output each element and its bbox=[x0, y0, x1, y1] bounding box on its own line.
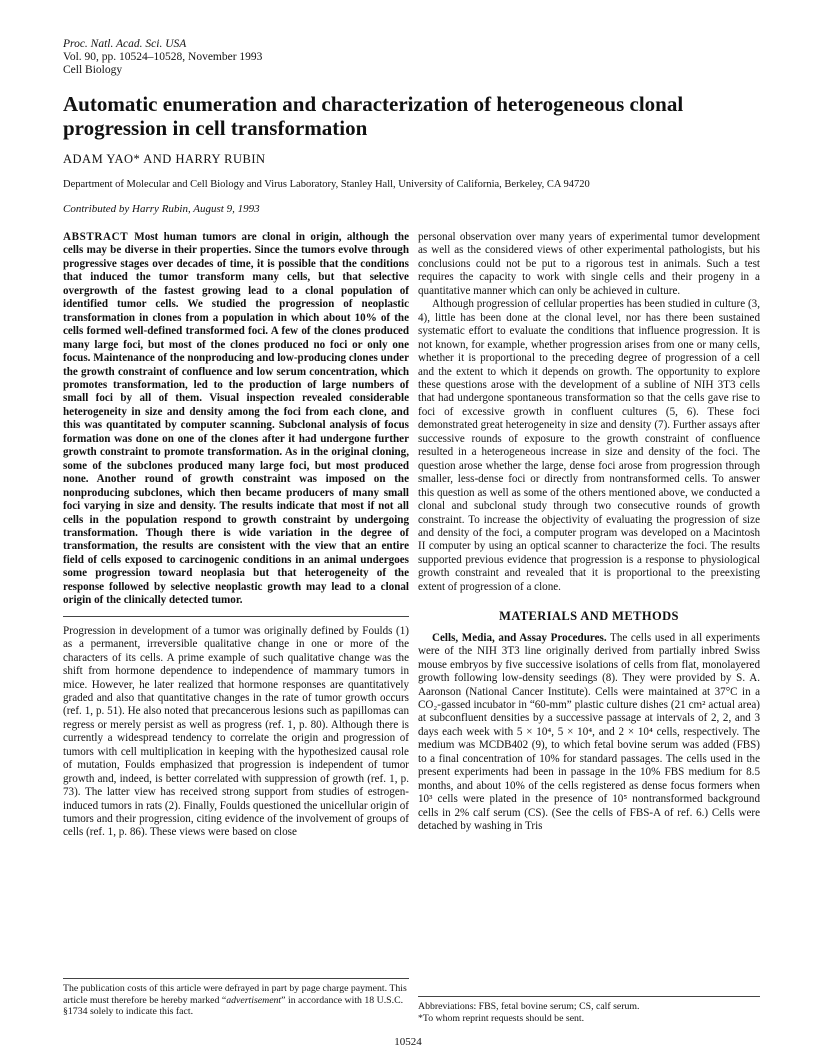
volume-line: Vol. 90, pp. 10524–10528, November 1993 bbox=[63, 51, 263, 63]
body-paragraph-continued: personal observation over many years of experimental tumor development as well as the considered views of other experimental pathologists, but his conclusions could not be put to a rigorous test in animals. Such a test requires the capacity to work with single cells and their progeny in a quantitative manner which can only be achieved in culture. bbox=[418, 231, 760, 297]
costs-text-italic: advertisement bbox=[226, 994, 282, 1006]
left-column bbox=[63, 231, 409, 840]
footnote-divider bbox=[63, 978, 409, 979]
abstract-text: Most human tumors are clonal in origin, although the cells may be diverse in their properties. Since the tumors evolve through progressive stages over decades of time, it is possible that the conditions that induced the tumor transform many cells, but that selective overgrowth of the fastest growing lead to a clonal population of identified tumor cells. We studied the progression of neoplastic transformation in clones from a population in which about 10% of the cells formed well-defined transformed foci. A few of the clones produced many large foci, but most of the clones produced no foci or only one focus. Maintenance of the nonproducing and low-producing clones under the growth constraint of confluence and low serum concentration, which promotes transformation, led to the production of large numbers of small foci by all of them. Visual inspection revealed considerable heterogeneity in size and density among the foci from each clone, and this was quantitated by computer scanning. Subclonal analysis of focus formation was done on one of the clones after it had undergone further growth constraint to promote transformation. As in the original cloning, some of the subclones produced many large foci, but most produced none. Another round of growth constraint was imposed on the nonproducing subclones, which then became producers of many small foci varying in size and density. The results indicate that most if not all cells in the population respond to growth constraint by undergoing transformation. Though there is wide variation in the degree of transformation, the results are consistent with the view that an entire field of cells exposed to carcinogenic conditions in an animal undergoes some progression toward neoplasia but that heterogeneity of the response followed by selective neoplastic growth may lead to a clonal origin of the clinically detected tumor. bbox=[63, 231, 409, 607]
section-name: Cell Biology bbox=[63, 64, 123, 76]
reprint-request-text: *To whom reprint requests should be sent. bbox=[418, 1012, 585, 1024]
abstract bbox=[63, 231, 409, 608]
footnote-divider bbox=[418, 996, 760, 997]
journal-header bbox=[63, 38, 262, 77]
author-line: ADAM YAO* AND HARRY RUBIN bbox=[63, 152, 266, 166]
article-title: Automatic enumeration and characterization of heterogeneous clonal progression in cell transformation bbox=[63, 92, 684, 140]
abstract-divider bbox=[63, 616, 409, 617]
journal-name: Proc. Natl. Acad. Sci. USA bbox=[63, 38, 187, 50]
right-column bbox=[418, 231, 760, 833]
methods-runin-heading: Cells, Media, and Assay Procedures. bbox=[432, 631, 607, 644]
intro-paragraph: Progression in development of a tumor was originally defined by Foulds (1) as a permanent, irreversible qualitative change in one or more of the characters of its cells. A prime example of such qualitative change was the shift from hormone dependence to independence of mammary tumors in mice. However, he later realized that hormone responses are quantitatively graded and also that quantitative changes in the rate of tumor growth occurs (ref. 1, p. 51). He also noted that precancerous lesions such as papillomas can regress or merely persist as well as progress (ref. 1, p. 80). Although there is currently a widespread tendency to correlate the origin and progression of tumors with cell multiplication in keeping with the hypothesized causal role of mutation, Foulds emphasized that progression is independent of tumor growth and, indeed, is better correlated with suppression of growth (ref. 1, p. 73). The latter view has received strong support from studies of estrogen-induced tumors in rats (2). Finally, Foulds questioned the unicellular origin of tumors and their progression, citing evidence of the involvement of groups of cells (ref. 1, p. 86). These views were based on close bbox=[63, 624, 409, 839]
methods-heading: MATERIALS AND METHODS bbox=[499, 609, 679, 624]
contributed-by: Contributed by Harry Rubin, August 9, 1993 bbox=[63, 203, 260, 215]
methods-paragraph bbox=[418, 632, 760, 834]
body-paragraph: Although progression of cellular properties has been studied in culture (3, 4), little has been done at the clonal level, nor has there been sustained systematic effort to evaluate the conditions that influence progression. It is not known, for example, whether progression arises from one or many cells, whether it is proportional to the preceding degree of progression of a cell and the extent to which it depends on growth. The opportunity to explore these questions arose with the development of a subline of NIH 3T3 cells that had undergone spontaneous transformation so that the cells gave rise to foci of excessive growth in confluent cultures (5, 6). These foci demonstrated great heterogeneity in size and density (7). Further assays after successive rounds of exposure to the growth constraint of confluence resulted in a heterogeneous increase in size and density of the foci. The question arose whether the large, dense foci arose from progression through smaller, less-dense foci or directly from nontransformed cells. To answer this question as well as some of the others mentioned above, we conducted a clonal and subclonal study through two consecutive rounds of growth constraint. To increase the objectivity of evaluating the progression of size and density of the foci, a computer program was developed on a Macintosh II computer by using an optical scanner to characterize the foci. The results supported previous evidence that progression is a response to physiological growth constraint and revealed that it is proportional to the preexisting extent of progression of a clone. bbox=[418, 298, 760, 593]
publication-costs-footnote bbox=[63, 978, 409, 1018]
affiliation: Department of Molecular and Cell Biology and Virus Laboratory, Stanley Hall, University of California, Berkeley, CA 94720 bbox=[63, 179, 590, 190]
abbreviations-footnote bbox=[418, 996, 760, 1024]
costs-text-a: The publication costs of this article were defrayed in part by page charge payment. This article must therefore be hereby marked “ bbox=[63, 983, 407, 1006]
abbreviations-text: Abbreviations: FBS, fetal bovine serum; CS, calf serum. bbox=[418, 1001, 640, 1012]
abstract-label: ABSTRACT bbox=[63, 231, 129, 243]
methods-text: The cells used in all experiments were of the NIH 3T3 line originally derived from partially inbred Swiss mouse embryos by five successive isolations of cells from flat, monolayered growth following low-density seedings (8). They were provided by S. A. Aaronson (National Cancer Institute). Cells were maintained at 37°C in a CO₂-gassed incubator in “60-mm” plastic culture dishes (21 cm² actual area) at subconfluent densities by a successive passage at intervals of 2, 2, and 3 days each week with 5 × 10⁴, 5 × 10⁴, and 2 × 10⁴ cells, respectively. The medium was MCDB402 (9), to which fetal bovine serum was added (FBS) to a final concentration of 10% for standard passages. The cells used in the present experiments had been in passage in the 10% FBS medium for 8.5 months, and about 10% of the cells registered as dense focus formers when 10³ cells were plated in the presence of 10⁵ nontransformed background cells in 2% calf serum (CS). (See the cells of FBS-A of ref. 6.) Cells were detached by washing in Tris bbox=[418, 631, 760, 833]
page-number: 10524 bbox=[394, 1036, 422, 1048]
costs-text-b: ” in accordance with 18 U.S.C. §1734 solely to indicate this fact. bbox=[63, 994, 404, 1017]
